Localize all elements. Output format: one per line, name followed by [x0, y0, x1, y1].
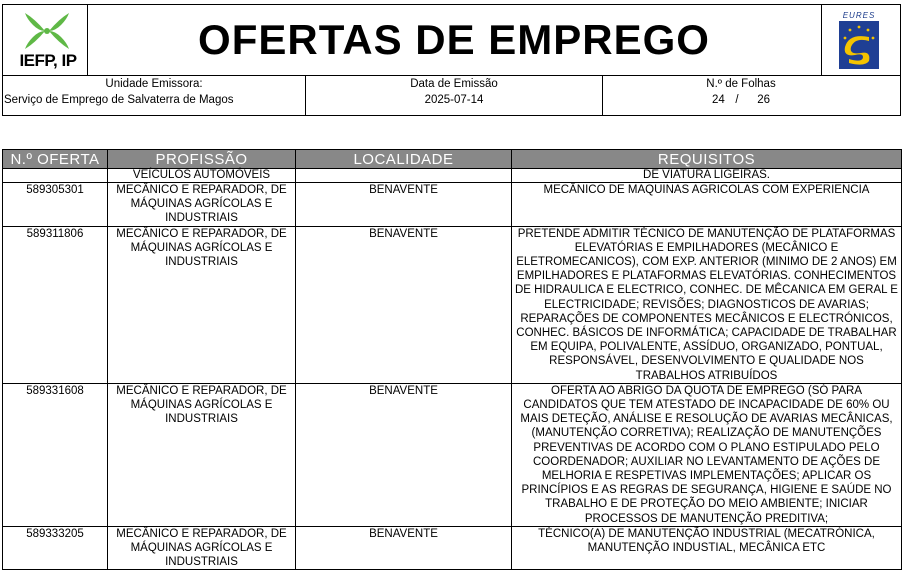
cell-requisitos: MECÂNICO DE MAQUINAS AGRICOLAS COM EXPERIENCIA [512, 183, 902, 227]
cell-numero [3, 169, 108, 183]
unidade-emissora-value: Serviço de Emprego de Salvaterra de Magos [4, 94, 234, 106]
iefp-logo [9, 7, 87, 75]
cell-profissao: MECÂNICO E REPARADOR, DE MÁQUINAS AGRÍCOLAS E INDUSTRIAIS [108, 383, 296, 526]
cell-numero: 589333205 [3, 526, 108, 570]
cell-numero: 589305301 [3, 183, 108, 227]
header-divider [821, 5, 822, 75]
cell-localidade: BENAVENTE [296, 183, 512, 227]
header-divider [87, 5, 88, 75]
cell-localidade: BENAVENTE [296, 383, 512, 526]
table-row [3, 383, 902, 526]
cell-numero: 589331608 [3, 383, 108, 526]
cell-profissao: MECÂNICO E REPARADOR, DE MÁQUINAS AGRÍCOLAS E INDUSTRIAIS [108, 526, 296, 570]
table-row [3, 526, 902, 570]
page-title: OFERTAS DE EMPREGO [198, 16, 710, 63]
table-row [3, 226, 902, 383]
unidade-emissora-cell [3, 75, 305, 117]
folha-atual: 24 [712, 94, 725, 106]
data-emissao-cell [306, 75, 602, 117]
numero-folhas-label: N.º de Folhas [706, 78, 776, 90]
ofertas-table [2, 149, 902, 570]
column-header-numero: N.º OFERTA [3, 150, 108, 169]
folha-separator: / [735, 94, 739, 106]
cell-profissao: VEÍCULOS AUTOMÓVEIS [108, 169, 296, 183]
cell-localidade: BENAVENTE [296, 526, 512, 570]
cell-requisitos: PRETENDE ADMITIR TÉCNICO DE MANUTENÇÃO DE PLATAFORMAS ELEVATÓRIAS E EMPILHADORES (MECÂNICO E ELETROMECANICOS), COM EXP. ANTERIOR (MINIMO DE 2 ANOS) EM EMPILHADORES E PLATAFORMAS ELEVATÓRIAS. CONHECIMENTOS DE HIDRAULICA E ELECTRICO, CONHEC. DE MÊCANICA EM GERAL E ELECTRICIDADE; REVISÕES; DIAGNOSTICOS DE AVARIAS; REPARAÇÕES DE COMPONENTES MECÂNICOS E ELECTRÓNICOS, CONHEC. BÁSICOS DE INFORMÁTICA; CAPACIDADE DE TRABALHAR EM EQUIPA, POLIVALENTE, ASSÍDUO, ORGANIZADO, PONTUAL, RESPONSÁVEL, DESENVOLVIMENTO E QUALIDADE NOS TRABALHOS ATRIBUÍDOS [512, 226, 902, 383]
cell-requisitos: OFERTA AO ABRIGO DA QUOTA DE EMPREGO (SÓ PARA CANDIDATOS QUE TEM ATESTADO DE INCAPACIDADE DE 60% OU MAIS DETEÇÃO, ANÁLISE E RESOLUÇÃO DE AVARIAS MECÂNICAS, (MANUTENÇÃO CORRETIVA); REALIZAÇÃO DE MANUTENÇÕES PREVENTIVAS DE ACORDO COM O PLANO ESTIPULADO PELO COORDENADOR; AUXILIAR NO LEVANTAMENTO DE AÇÕES DE MELHORIA E RESPETIVAS IMPLEMENTAÇÕES; APLICAR OS PRINCÍPIOS E AS REGRAS DE SEGURANÇA, HIGIENE E SAÚDE NO TRABALHO E DE PROTEÇÃO DO MEIO AMBIENTE; INICIAR PROCESSOS DE MANUTENÇÃO PREDITIVA; [512, 383, 902, 526]
data-emissao-label: Data de Emissão [410, 78, 498, 90]
table-row-continuation [3, 169, 902, 183]
eures-logo-text: EURES [842, 11, 876, 20]
column-header-requisitos: REQUISITOS [512, 150, 902, 169]
folha-total: 26 [757, 94, 770, 106]
document-header [2, 4, 901, 116]
data-emissao-value: 2025-07-14 [424, 94, 484, 106]
column-header-profissao: PROFISSÃO [108, 150, 296, 169]
cell-profissao: MECÂNICO E REPARADOR, DE MÁQUINAS AGRÍCOLAS E INDUSTRIAIS [108, 226, 296, 383]
cell-profissao: MECÂNICO E REPARADOR, DE MÁQUINAS AGRÍCOLAS E INDUSTRIAIS [108, 183, 296, 227]
eures-emblem-icon [839, 21, 879, 69]
table-header-row [3, 150, 902, 169]
cell-requisitos: DE VIATURA LIGEIRAS. [512, 169, 902, 183]
cell-localidade [296, 169, 512, 183]
table-row [3, 183, 902, 227]
numero-folhas-value [603, 94, 879, 106]
numero-folhas-cell [603, 75, 879, 117]
cell-requisitos: TÉCNICO(A) DE MANUTENÇÃO INDUSTRIAL (MECATRÓNICA, MANUTENÇÃO INDUSTIAL, MECÂNICA ETC [512, 526, 902, 570]
iefp-logo-text: IEFP, IP [19, 51, 77, 70]
eures-logo [831, 11, 887, 71]
cell-localidade: BENAVENTE [296, 226, 512, 383]
iefp-emblem-icon [21, 9, 73, 53]
cell-numero: 589311806 [3, 226, 108, 383]
column-header-localidade: LOCALIDADE [296, 150, 512, 169]
unidade-emissora-label: Unidade Emissora: [105, 78, 203, 90]
